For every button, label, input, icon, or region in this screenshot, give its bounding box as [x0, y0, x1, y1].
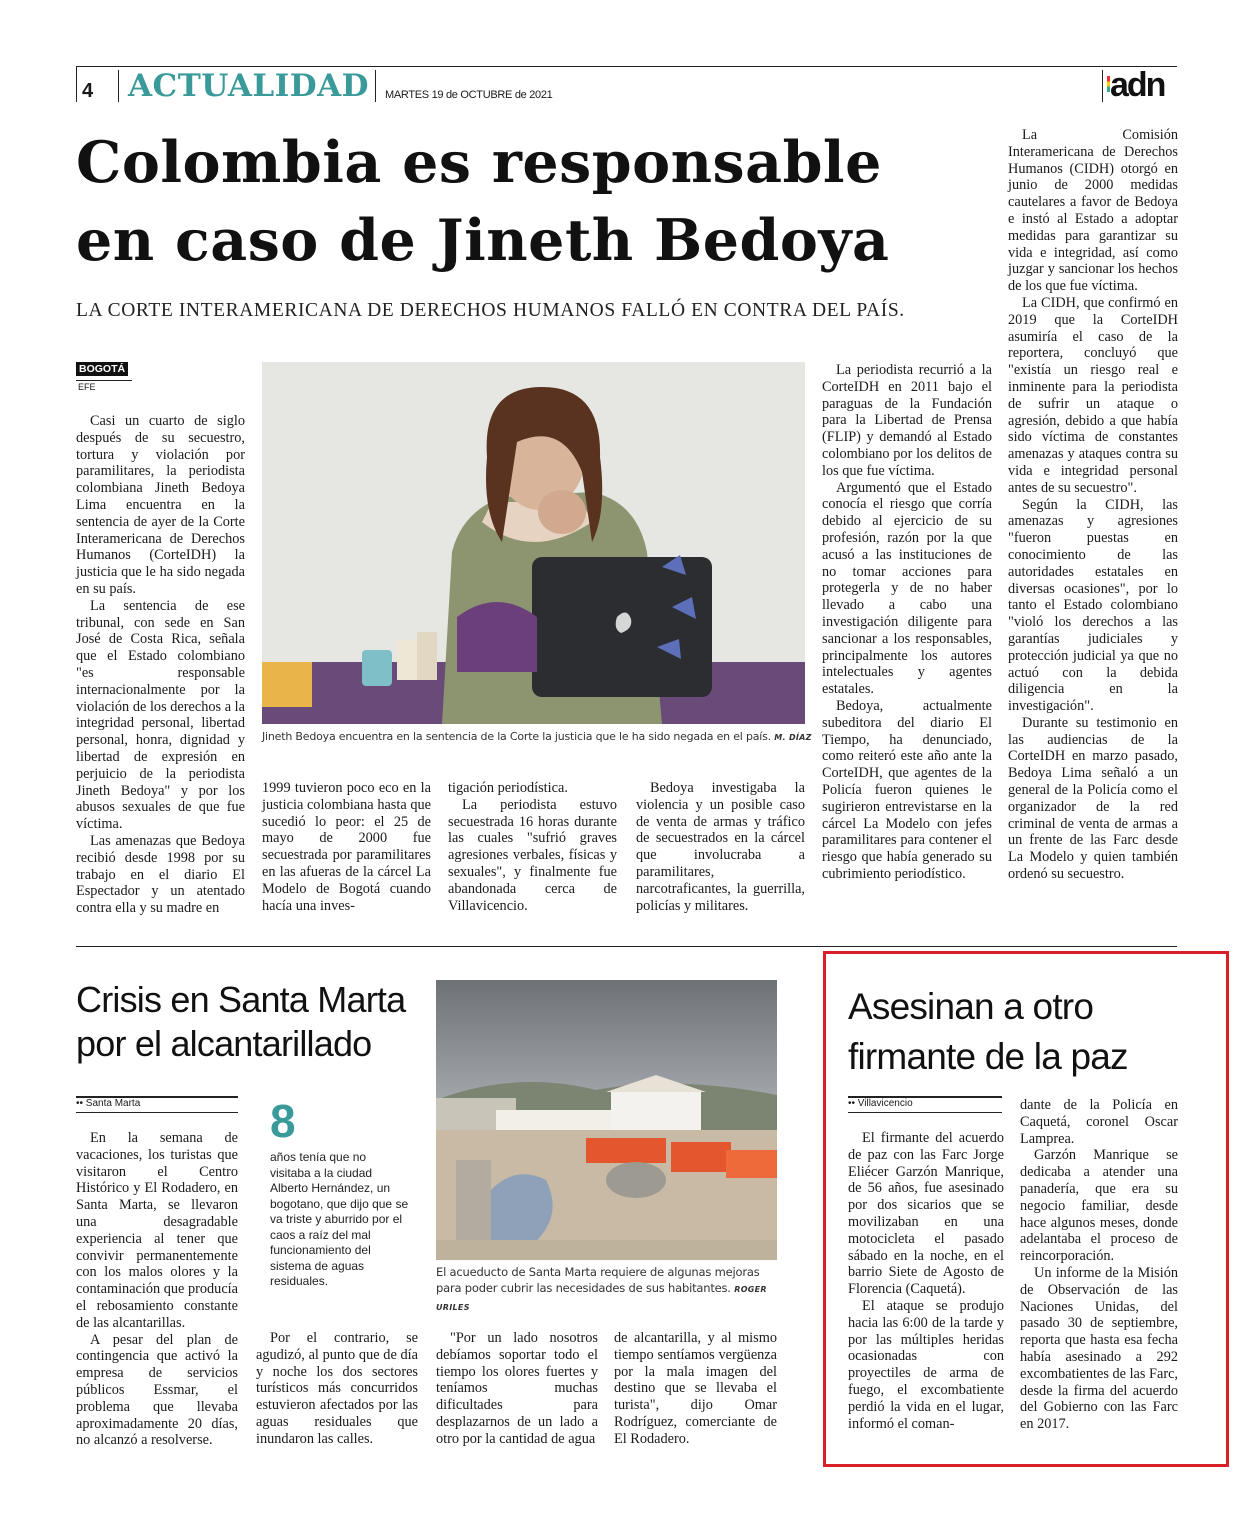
santa-marta-dateline-underline: [76, 1112, 238, 1113]
peace-col1-paragraph: El firmante del acuerdo de paz con las Farc Jorge Eliécer Garzón Manrique, de 56 años, fue asesinado por dos sicarios que se movilizaban en una motocicleta el pasado sábado en la noche, en el barrio Siete de Agosto de Florencia (Caquetá).: [848, 1130, 1004, 1298]
santa-marta-headline: [76, 978, 426, 1066]
santa-marta-caption-text: El acueducto de Santa Marta requiere de algunas mejoras para poder cubrir las necesidades de sus habitantes.: [436, 1265, 760, 1295]
santa-marta-column-4: [614, 1330, 777, 1448]
issue-date: MARTES 19 de OCTUBRE de 2021: [385, 89, 553, 101]
main-col3-paragraph: tigación periodística.: [448, 780, 568, 796]
main-subhead: LA CORTE INTERAMERICANA DE DERECHOS HUMANOS FALLÓ EN CONTRA DEL PAÍS.: [76, 300, 905, 321]
santa-marta-dateline: [76, 1098, 140, 1109]
main-col5-paragraph: Bedoya, actualmente subeditora del diario El Tiempo, ha denunciado, como reiteró este año ante la CorteIDH, que agentes de la Policía fueron quienes le sugirieron entrevistarse en la cárcel La Modelo con jefes paramilitares para contener el riesgo que había generado su cubrimiento periodístico.: [822, 697, 992, 882]
santa-marta-col1-paragraph: En la semana de vacaciones, los turistas que visitaron el Centro Histórico y El Rodadero, en Santa Marta, se llevaron una desagradable experiencia al tener que convivir permanentemente con los malos olores y la contaminación que producía el rebosamiento constante de las alcantarillas.: [76, 1130, 238, 1331]
santa-marta-column-2: [256, 1330, 418, 1448]
main-column-1: [76, 413, 245, 917]
adn-logo-text: adn: [1110, 66, 1165, 104]
dateline-dots-icon: ••: [848, 1098, 858, 1109]
santa-marta-photo-caption: [436, 1264, 781, 1316]
adn-logo: [1110, 66, 1164, 105]
santa-marta-col1-paragraph: A pesar del plan de contingencia que activó la empresa de servicios públicos Essmar, el problema que llevaba aproximadamente 20 días, no alcanzó a resolverse.: [76, 1331, 238, 1449]
peace-headline: [848, 982, 1208, 1082]
section-rule: [76, 946, 1177, 947]
date-divider: [375, 70, 376, 102]
main-col5-paragraph: La periodista recurrió a la CorteIDH en 2011 bajo el paraguas de la Fundación para la Libertad de Prensa (FLIP) y demandó al Estado colombiano por los delitos de los que fue víctima.: [822, 362, 992, 479]
dateline-dots-icon: ••: [76, 1098, 86, 1109]
main-photo-caption-text: Jineth Bedoya encuentra en la sentencia de la Corte la justicia que le ha sido negada en el país.: [262, 730, 771, 743]
main-col3-paragraph: La periodista estuvo secuestrada 16 horas durante las cuales "sufrió graves agresiones verbales, físicas y sexuales", y finalmente fue abandonada cerca de Villavicencio.: [448, 796, 617, 914]
logo-divider: [1102, 70, 1103, 102]
peace-dateline-underline: [848, 1112, 1002, 1113]
santa-marta-photo-illustration: [436, 980, 777, 1260]
main-column-4: [636, 780, 805, 914]
peace-col1-paragraph: El ataque se produjo hacia las 6:00 de la tarde y por las múltiples heridas ocasionadas con proyectiles de arma de fuego, el excombatiente perdió la vida en el lugar, informó el coman-: [848, 1297, 1004, 1432]
main-col2-paragraph: 1999 tuvieron poco eco en la justicia colombiana hasta que sucedió lo peor: el 25 de mayo de 2000 fue secuestrada por paramilitares en las afueras de la cárcel La Modelo de Bogotá cuando hacía una inves-: [262, 780, 431, 914]
peace-dateline-text: Villavicencio: [857, 1098, 913, 1109]
main-col6-paragraph: La Comisión Interamericana de Derechos Humanos (CIDH) otorgó en junio de 2000 medidas cautelares a favor de Bedoya e instó al Estado a adoptar medidas para garantizar su vida e integridad, así como juzgar y sancionar los hechos de los que fue víctima.: [1008, 127, 1178, 295]
peace-col2-lead: dante de la Policía en Caquetá, coronel Oscar Lamprea.: [1020, 1097, 1178, 1147]
peace-col2-paragraph: Garzón Manrique se dedicaba a atender una panadería, que era su negocio familiar, desde hace algunos meses, donde adelantaba el proceso de reincorporación.: [1020, 1147, 1178, 1265]
main-col6-paragraph: La CIDH, que confirmó en 2019 que la CorteIDH asumiría el caso de la reportera, concluyó que "existía un riesgo real e inminente para la periodista de sufrir un ataque o agresión, debido a que había sido víctima de constantes amenazas y ataques contra su vida e integridad personal antes de su secuestro".: [1008, 294, 1178, 496]
main-photo: [262, 362, 805, 724]
page-number: 4: [82, 80, 94, 102]
main-col5-paragraph: Argumentó que el Estado conocía el riesgo que corría debido al ejercicio de su profesión, razón por la que acusó a las instituciones de no tomar acciones para protegerla y de no haber llevado a cabo una investigación diligente para sancionar a los responsables, principalmente los autores intelectuales y agentes estatales.: [822, 479, 992, 698]
stat-text: años tenía que no visitaba a la ciudad Alberto Hernández, un bogotano, que dijo que se va triste y aburrido por el caos a raíz del mal funcionamiento del sistema de aguas residuales.: [270, 1150, 409, 1288]
agency-efe: EFE: [78, 382, 96, 392]
main-column-6: [1008, 127, 1178, 883]
main-photo-credit: M. DÍAZ: [774, 733, 812, 742]
main-headline-line-1: Colombia es responsable: [76, 129, 882, 196]
santa-marta-column-3: [436, 1330, 598, 1448]
dateline-underline: [76, 380, 132, 381]
main-col1-paragraph: Casi un cuarto de siglo después de su secuestro, tortura y violación por paramilitares, la periodista colombiana Jineth Bedoya Lima encuentra en la sentencia de ayer de la Corte Interamericana de Derechos Humanos (CorteIDH) la justicia que le ha sido negada en su país.: [76, 413, 245, 597]
main-column-2: [262, 780, 431, 914]
main-col6-paragraph: Según la CIDH, las amenazas y agresiones "fueron puestas en conocimiento de las autoridades estatales en diversas ocasiones", por lo tanto el Estado colombiano "violó los derechos a las garantías judiciales y protección judicial ya que no actuó con la debida diligencia en la investigación".: [1008, 496, 1178, 715]
dateline-bogota: BOGOTÁ: [76, 362, 128, 376]
main-col4-paragraph: Bedoya investigaba la violencia y un posible caso de venta de armas y tráfico de secuestrados en la cárcel que involucraba a paramilitares, narcotraficantes, la guerrilla, policías y militares.: [636, 780, 805, 914]
adn-logo-accent: [1107, 76, 1110, 92]
main-headline-line-2: en caso de Jineth Bedoya: [76, 207, 890, 274]
santa-marta-dateline-text: Santa Marta: [85, 1098, 141, 1109]
main-photo-caption: [262, 729, 822, 745]
santa-marta-photo: [436, 980, 777, 1260]
peace-dateline: [848, 1098, 913, 1109]
santa-marta-headline-line-2: por el alcantarillado: [76, 1023, 372, 1064]
main-col1-paragraph: La sentencia de ese tribunal, con sede en San José de Costa Rica, señala que el Estado colombiano "es responsable internacionalmente por la violación de los derechos a la integridad personal, libertad personal, honra, dignidad y libertad de expresión en perjuicio de la periodista Jineth Bedoya" y por los abusos sexuales de que fue víctima.: [76, 597, 245, 833]
main-col1-paragraph: Las amenazas que Bedoya recibió desde 1998 por su trabajo en el diario El Espectador y un atentado contra ella y su madre en: [76, 832, 245, 917]
section-divider: [118, 70, 119, 102]
santa-marta-photo-credit: ROGER URILES: [436, 1285, 767, 1312]
peace-col2-paragraph: Un informe de la Misión de Observación de las Naciones Unidas, del pasado 30 de septiembre, reporta que hasta esa fecha había asesinado a 292 excombatientes de las Farc, desde la firma del acuerdo del Gobierno con las Farc en 2017.: [1020, 1264, 1178, 1433]
main-headline: [76, 124, 996, 280]
main-column-3: [448, 780, 617, 914]
stat-number: 8: [270, 1095, 296, 1147]
main-col6-paragraph: Durante su testimonio en las audiencias de la CorteIDH en marzo pasado, Bedoya Lima señaló a un general de la Policía como el organizador de la red criminal de venta de armas a un frente de las Farc desde La Modelo y quien también ordenó su secuestro.: [1008, 714, 1178, 883]
peace-column-2: [1020, 1097, 1178, 1433]
santa-marta-col4-paragraph: de alcantarilla, y al mismo tiempo sentíamos vergüenza por la mala imagen del destino que se llevaba el turista", dijo Omar Rodríguez, comerciante de El Rodadero.: [614, 1330, 777, 1447]
peace-column-1: [848, 1130, 1004, 1432]
main-column-5: [822, 362, 992, 883]
santa-marta-col2-paragraph: Por el contrario, se agudizó, al punto que de día y noche los dos sectores turísticos más concurridos estuvieron afectados por las aguas residuales que inundaron las calles.: [256, 1330, 418, 1447]
santa-marta-headline-line-1: Crisis en Santa Marta: [76, 979, 406, 1020]
section-label: ACTUALIDAD: [128, 68, 370, 104]
santa-marta-col3-paragraph: "Por un lado nosotros debíamos soportar todo el tiempo los olores fuertes y teníamos muchas dificultades para desplazarnos de un lado a otro por la cantidad de agua: [436, 1330, 598, 1447]
peace-headline-line-1: Asesinan a otro: [848, 986, 1094, 1027]
header-left-tick: [76, 66, 77, 102]
peace-headline-line-2: firmante de la paz: [848, 1036, 1128, 1077]
main-photo-illustration: [262, 362, 805, 724]
santa-marta-column-1: [76, 1130, 238, 1449]
top-rule: [76, 66, 1177, 67]
